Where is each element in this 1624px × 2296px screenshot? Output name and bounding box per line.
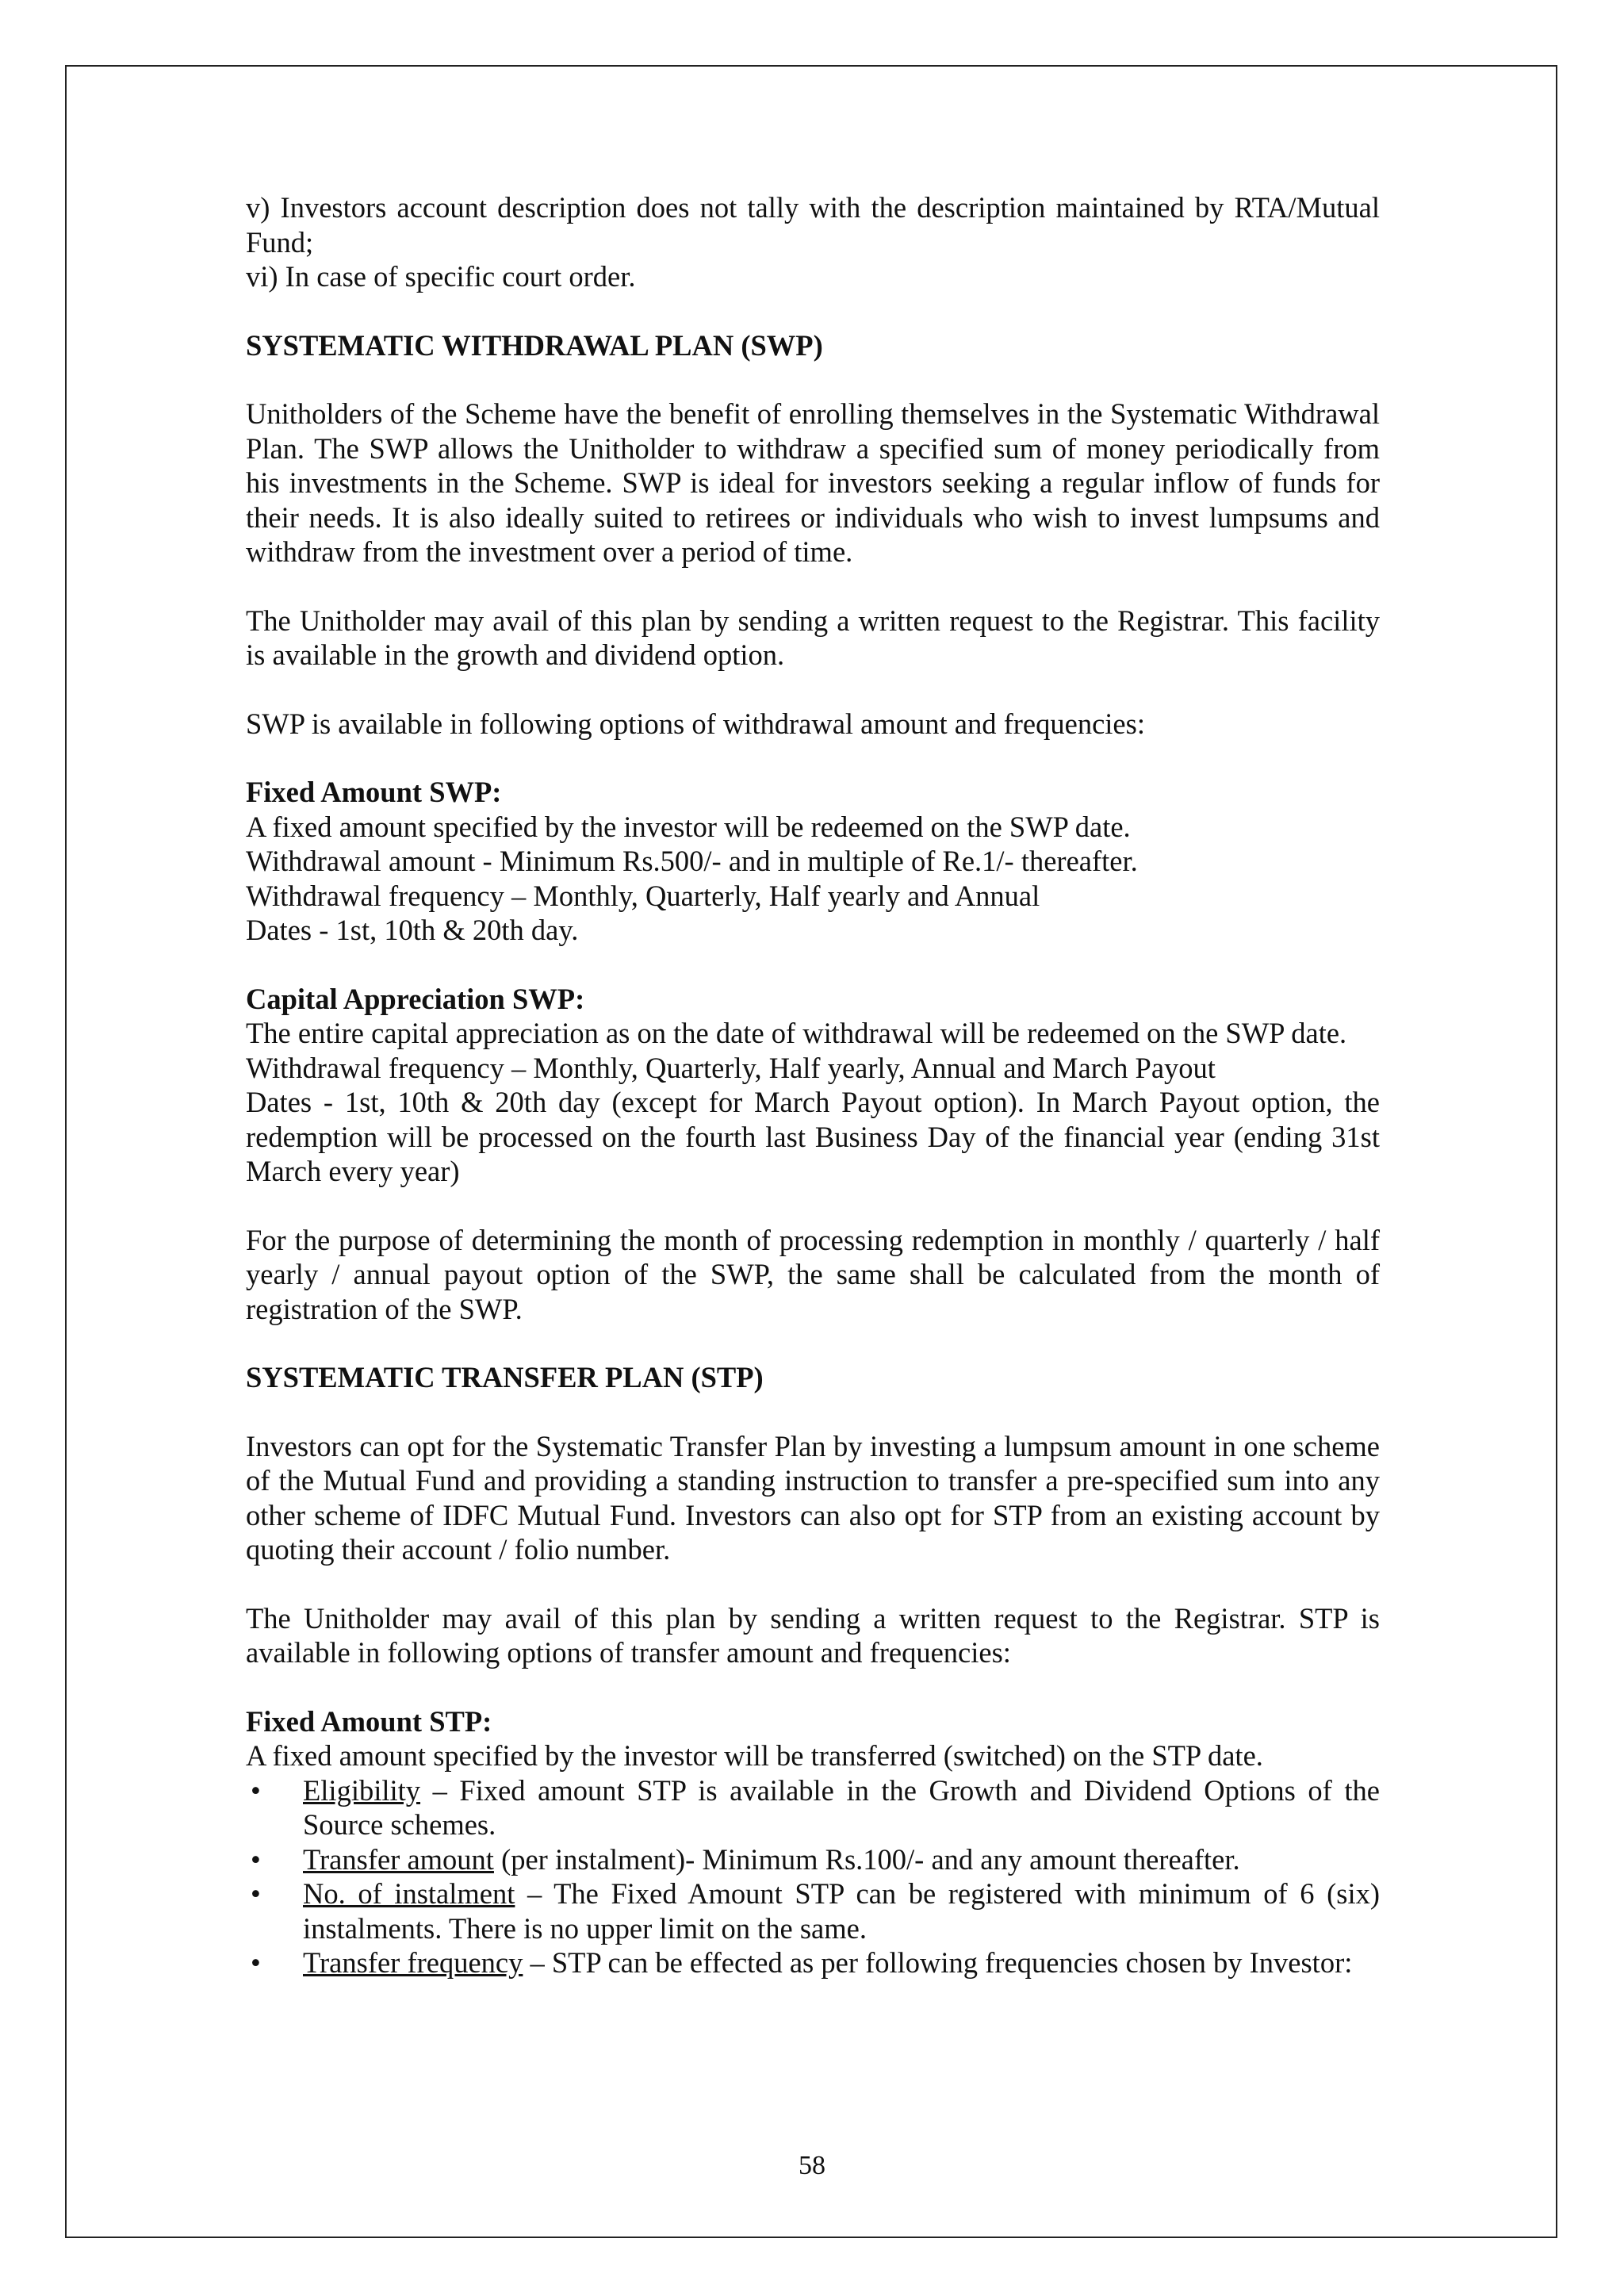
fixed-amount-swp-line-3: Withdrawal frequency – Monthly, Quarterly, Half yearly and Annual xyxy=(246,879,1040,912)
bullet-text: – Fixed amount STP is available in the Growth and Dividend Options of the Source schemes. xyxy=(303,1773,1380,1841)
list-item xyxy=(246,1842,1380,1877)
stp-heading: SYSTEMATIC TRANSFER PLAN (STP) xyxy=(246,1361,764,1393)
bullet-term: Eligibility xyxy=(303,1773,421,1807)
swp-paragraph-4: For the purpose of determining the month of processing redemption in monthly / quarterly / half yearly / annual payout option of the SWP, the same shall be calculated from the month of registration of the SWP. xyxy=(246,1223,1380,1325)
intro-item-vi: vi) In case of specific court order. xyxy=(246,260,636,293)
swp-paragraph-3: SWP is available in following options of withdrawal amount and frequencies: xyxy=(246,707,1145,740)
list-item xyxy=(246,1876,1380,1945)
fixed-amount-swp-heading: Fixed Amount SWP: xyxy=(246,776,502,808)
capital-appreciation-swp-line-3: Dates - 1st, 10th & 20th day (except for March Payout option). In March Payout option, the redemption will be processed on the fourth last Business Day of the financial year (ending 31st March every year) xyxy=(246,1086,1380,1187)
bullet-term: No. of instalment xyxy=(303,1877,515,1910)
stp-paragraph-2: The Unitholder may avail of this plan by sending a written request to the Registrar. STP is available in following options of transfer amount and frequencies: xyxy=(246,1601,1380,1669)
bullet-icon: • xyxy=(251,1946,261,1979)
bullet-icon: • xyxy=(251,1877,261,1910)
fixed-amount-swp-line-1: A fixed amount specified by the investor will be redeemed on the SWP date. xyxy=(246,810,1131,843)
capital-appreciation-swp-heading: Capital Appreciation SWP: xyxy=(246,982,585,1015)
list-item xyxy=(246,1773,1380,1842)
fixed-amount-swp-line-4: Dates - 1st, 10th & 20th day. xyxy=(246,914,579,946)
intro-item-v: v) Investors account description does not tally with the description maintained by RTA/Mutual Fund; xyxy=(246,191,1380,259)
stp-paragraph-1: Investors can opt for the Systematic Transfer Plan by investing a lumpsum amount in one scheme of the Mutual Fund and providing a standing instruction to transfer a pre-specified sum into any other scheme of IDFC Mutual Fund. Investors can also opt for STP from an existing account by quoting their account / folio number. xyxy=(246,1429,1380,1566)
capital-appreciation-swp-line-1: The entire capital appreciation as on the date of withdrawal will be redeemed on the SWP date. xyxy=(246,1017,1347,1049)
bullet-term: Transfer amount xyxy=(303,1842,494,1876)
bullet-text: (per instalment)- Minimum Rs.100/- and any amount thereafter. xyxy=(493,1842,1240,1876)
swp-paragraph-1: Unitholders of the Scheme have the benefit of enrolling themselves in the Systematic Withdrawal Plan. The SWP allows the Unitholder to withdraw a specified sum of money periodically from his investments in the Scheme. SWP is ideal for investors seeking a regular inflow of funds for their needs. It is also ideally suited to retirees or individuals who wish to invest lumpsums and withdraw from the investment over a period of time. xyxy=(246,397,1380,568)
bullet-icon: • xyxy=(251,1842,261,1876)
swp-heading: SYSTEMATIC WITHDRAWAL PLAN (SWP) xyxy=(246,328,823,362)
bullet-text: – STP can be effected as per following frequencies chosen by Investor: xyxy=(523,1946,1353,1979)
capital-appreciation-swp-line-2: Withdrawal frequency – Monthly, Quarterly, Half yearly, Annual and March Payout xyxy=(246,1051,1216,1084)
swp-paragraph-2: The Unitholder may avail of this plan by sending a written request to the Registrar. This facility is available in the growth and dividend option. xyxy=(246,604,1380,671)
fixed-amount-stp-bullet-list xyxy=(246,1773,1380,1980)
document-body xyxy=(246,190,1380,1980)
bullet-icon: • xyxy=(251,1773,261,1807)
bullet-term: Transfer frequency xyxy=(303,1946,523,1979)
page-number: 58 xyxy=(799,2151,825,2180)
list-item xyxy=(246,1945,1380,1980)
fixed-amount-swp-line-2: Withdrawal amount - Minimum Rs.500/- and in multiple of Re.1/- thereafter. xyxy=(246,845,1138,877)
fixed-amount-stp-heading: Fixed Amount STP: xyxy=(246,1704,492,1738)
fixed-amount-stp-line-1: A fixed amount specified by the investor will be transferred (switched) on the STP date. xyxy=(246,1739,1263,1772)
bullet-text: – The Fixed Amount STP can be registered with minimum of 6 (six) instalments. There is no upper limit on the same. xyxy=(303,1877,1380,1945)
